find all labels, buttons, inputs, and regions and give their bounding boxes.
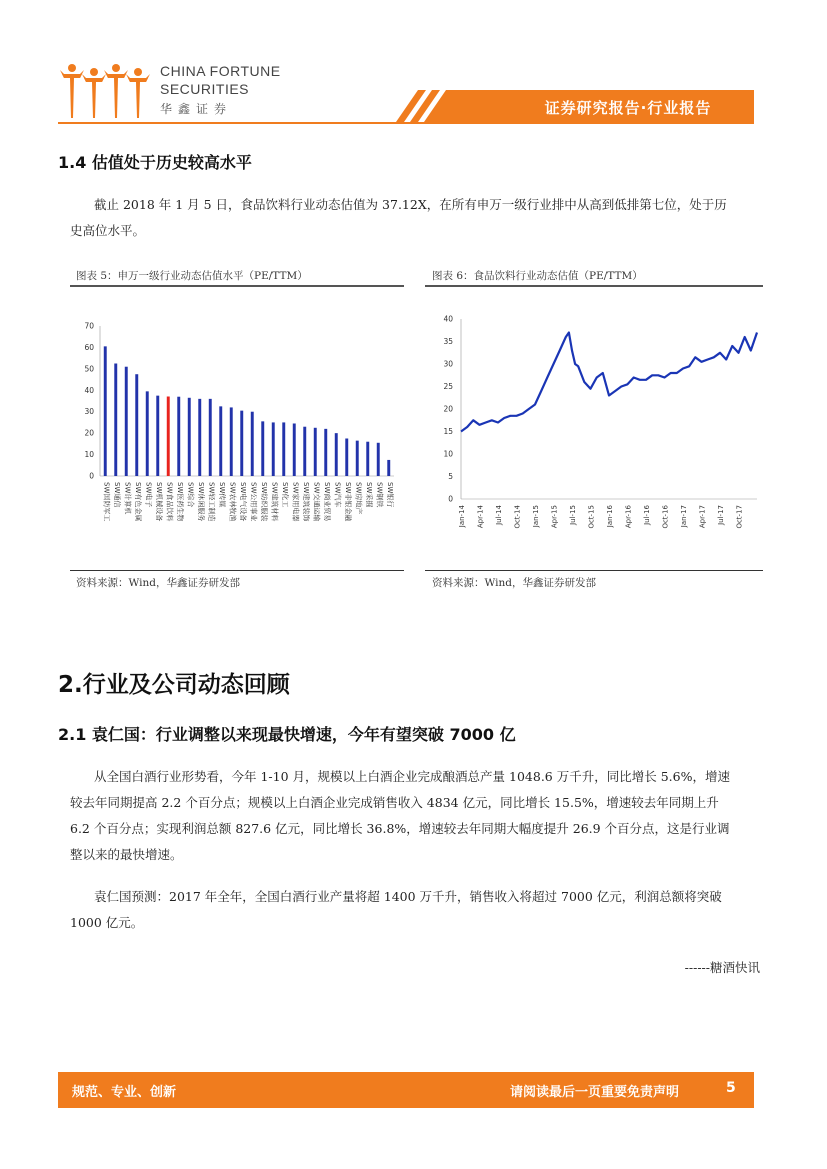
x-tick-label: SW传媒 [217, 482, 226, 508]
header-divider [58, 122, 754, 124]
bar [125, 367, 128, 476]
figure6-source: 资料来源：Wind，华鑫证券研发部 [432, 577, 596, 589]
page-number: 5 [726, 1080, 736, 1096]
figure5-bar-chart [70, 298, 404, 566]
bar [272, 422, 275, 476]
x-tick-label: SW国防军工 [102, 482, 111, 522]
figure5-title: 图表 5：申万一级行业动态估值水平（PE/TTM） [76, 270, 308, 282]
figure5-source: 资料来源：Wind，华鑫证券研发部 [76, 577, 240, 589]
bar [314, 428, 317, 476]
x-tick-label: SW汽车 [333, 482, 342, 508]
logo-text-en [160, 62, 281, 98]
figure5-bottom-rule [70, 570, 404, 571]
x-tick-label: SW电气设备 [238, 482, 247, 522]
x-tick-label: Jan-16 [606, 505, 614, 528]
y-tick-label: 0 [448, 494, 453, 504]
x-tick-label: SW商业贸易 [322, 482, 331, 522]
figure6-bottom-rule [425, 570, 763, 571]
x-tick-label: SW综合 [186, 482, 195, 508]
x-tick-label: SW非银金融 [343, 482, 352, 522]
x-tick-label: SW休闲服务 [196, 482, 205, 522]
bar [146, 391, 149, 476]
logo-line2: SECURITIES [160, 81, 250, 97]
bar [324, 429, 327, 476]
logo-text-cn: 华鑫证券 [160, 102, 233, 116]
y-tick-label: 20 [443, 404, 453, 414]
x-tick-label: SW建筑装饰 [301, 482, 310, 522]
x-tick-label: SW机械设备 [154, 482, 163, 522]
y-tick-label: 10 [443, 449, 453, 459]
company-logo [58, 60, 152, 120]
x-tick-label: SW计算机 [123, 482, 132, 515]
bar [167, 397, 170, 477]
x-tick-label: SW家用电器 [291, 482, 300, 522]
section-2-1-heading: 2.1 袁仁国：行业调整以来现最快增速，今年有望突破 7000 亿 [58, 725, 516, 744]
x-tick-label: SW银行 [385, 482, 394, 508]
section-1-4-heading: 1.4 估值处于历史较高水平 [58, 153, 252, 172]
y-tick-label: 5 [448, 472, 453, 481]
x-tick-label: SW有色金属 [133, 482, 142, 522]
x-tick-label: SW采掘 [364, 482, 373, 508]
x-tick-label: SW建筑材料 [270, 482, 279, 522]
x-tick-label: SW化工 [280, 482, 289, 508]
bar [198, 399, 201, 476]
y-tick-label: 50 [84, 364, 94, 374]
bar [177, 397, 180, 476]
bar [219, 406, 222, 476]
y-tick-label: 25 [443, 382, 453, 391]
section-1-4-paragraph: 截止 2018 年 1 月 5 日，食品饮料行业动态估值为 37.12X，在所有申万一级行业排中从高到低排第七位，处于历史高位水平。 [70, 197, 727, 238]
y-tick-label: 40 [84, 385, 94, 395]
section-2-1-paragraph-2: 袁仁国预测：2017 年全年，全国白酒行业产量将超 1400 万千升，销售收入将超过 7000 亿元，利润总额将突破 1000 亿元。 [70, 889, 722, 930]
bar [104, 346, 107, 476]
bar [209, 399, 212, 476]
x-tick-label: Jul-14 [495, 505, 503, 525]
bar [251, 412, 254, 476]
x-tick-label: SW钢铁 [375, 482, 384, 508]
x-tick-label: SW公用事业 [249, 482, 258, 522]
x-tick-label: Oct-16 [661, 505, 670, 529]
x-tick-label: Oct-17 [735, 505, 744, 529]
figure5-top-rule [70, 285, 404, 287]
footer-disclaimer-link[interactable]: 请阅读最后一页重要免责声明 [510, 1085, 680, 1100]
x-tick-label: Jul-17 [717, 505, 725, 525]
footer-slogan: 规范、专业、创新 [72, 1085, 177, 1100]
bar [335, 433, 338, 476]
x-tick-label: SW食品饮料 [165, 482, 174, 522]
bar [366, 442, 369, 476]
bar [135, 374, 138, 476]
bar [293, 424, 296, 477]
bar [230, 407, 233, 476]
bar [303, 427, 306, 476]
figure6-title: 图表 6：食品饮料行业动态估值（PE/TTM） [432, 270, 643, 282]
news-attribution: ------糖酒快讯 [684, 960, 760, 975]
x-tick-label: Jan-15 [532, 505, 540, 528]
x-tick-label: Apr-15 [550, 505, 559, 529]
y-tick-label: 35 [443, 337, 453, 346]
x-tick-label: SW交通运输 [312, 482, 321, 522]
x-tick-label: Oct-14 [513, 505, 522, 529]
x-tick-label: SW轻工制造 [207, 482, 216, 522]
x-tick-label: Jan-14 [458, 505, 466, 528]
bar [387, 460, 390, 476]
y-tick-label: 0 [89, 471, 94, 481]
x-tick-label: Apr-14 [476, 505, 485, 529]
figure6-top-rule [425, 285, 763, 287]
x-tick-label: Jul-15 [569, 505, 577, 525]
bar [240, 411, 243, 476]
bar [156, 396, 159, 476]
bar [356, 441, 359, 476]
bar [114, 364, 117, 477]
section-2-heading: 2.行业及公司动态回顾 [58, 672, 290, 698]
y-tick-label: 40 [443, 314, 453, 324]
x-tick-label: SW电子 [144, 482, 153, 508]
x-tick-label: SW房地产 [354, 482, 363, 515]
x-tick-label: Apr-17 [698, 505, 707, 529]
y-tick-label: 10 [84, 450, 94, 460]
bar [345, 439, 348, 477]
y-tick-label: 20 [84, 428, 94, 438]
bar [282, 422, 285, 476]
x-tick-label: Jul-16 [643, 505, 651, 525]
x-tick-label: SW通信 [112, 482, 121, 508]
y-tick-label: 30 [443, 359, 453, 369]
bar [188, 398, 191, 476]
x-tick-label: Apr-16 [624, 505, 633, 529]
y-tick-label: 15 [443, 427, 453, 436]
figure6-line-chart [425, 298, 763, 566]
x-tick-label: SW纺织服装 [259, 482, 268, 522]
pe-series-line [461, 333, 757, 432]
x-tick-label: SW医药生物 [175, 482, 184, 522]
report-type-label: 证券研究报告·行业报告 [544, 99, 712, 117]
y-tick-label: 70 [84, 321, 94, 331]
bar [377, 443, 380, 476]
bar [261, 421, 264, 476]
y-tick-label: 60 [84, 342, 94, 352]
logo-line1: CHINA FORTUNE [160, 63, 281, 79]
x-tick-label: Jan-17 [680, 505, 688, 528]
x-tick-label: SW农林牧渔 [228, 482, 237, 522]
section-2-1-paragraph-1: 从全国白酒行业形势看，今年 1-10 月，规模以上白酒企业完成酿酒总产量 1048.6 万千升，同比增长 5.6%，增速较去年同期提高 2.2 个百分点；规模以上白酒企业完成销售收入 4834 亿元，同比增长 15.5%，增速较去年同期上升 6.2 个百分点；实现利润总额 827.6 亿元，同比增长 36.8%，增速较去年同期大幅度提升 26.9 个百分点，这是行业调整以来的最快增速。 [70, 769, 730, 862]
x-tick-label: Oct-15 [587, 505, 596, 529]
y-tick-label: 30 [84, 407, 94, 417]
